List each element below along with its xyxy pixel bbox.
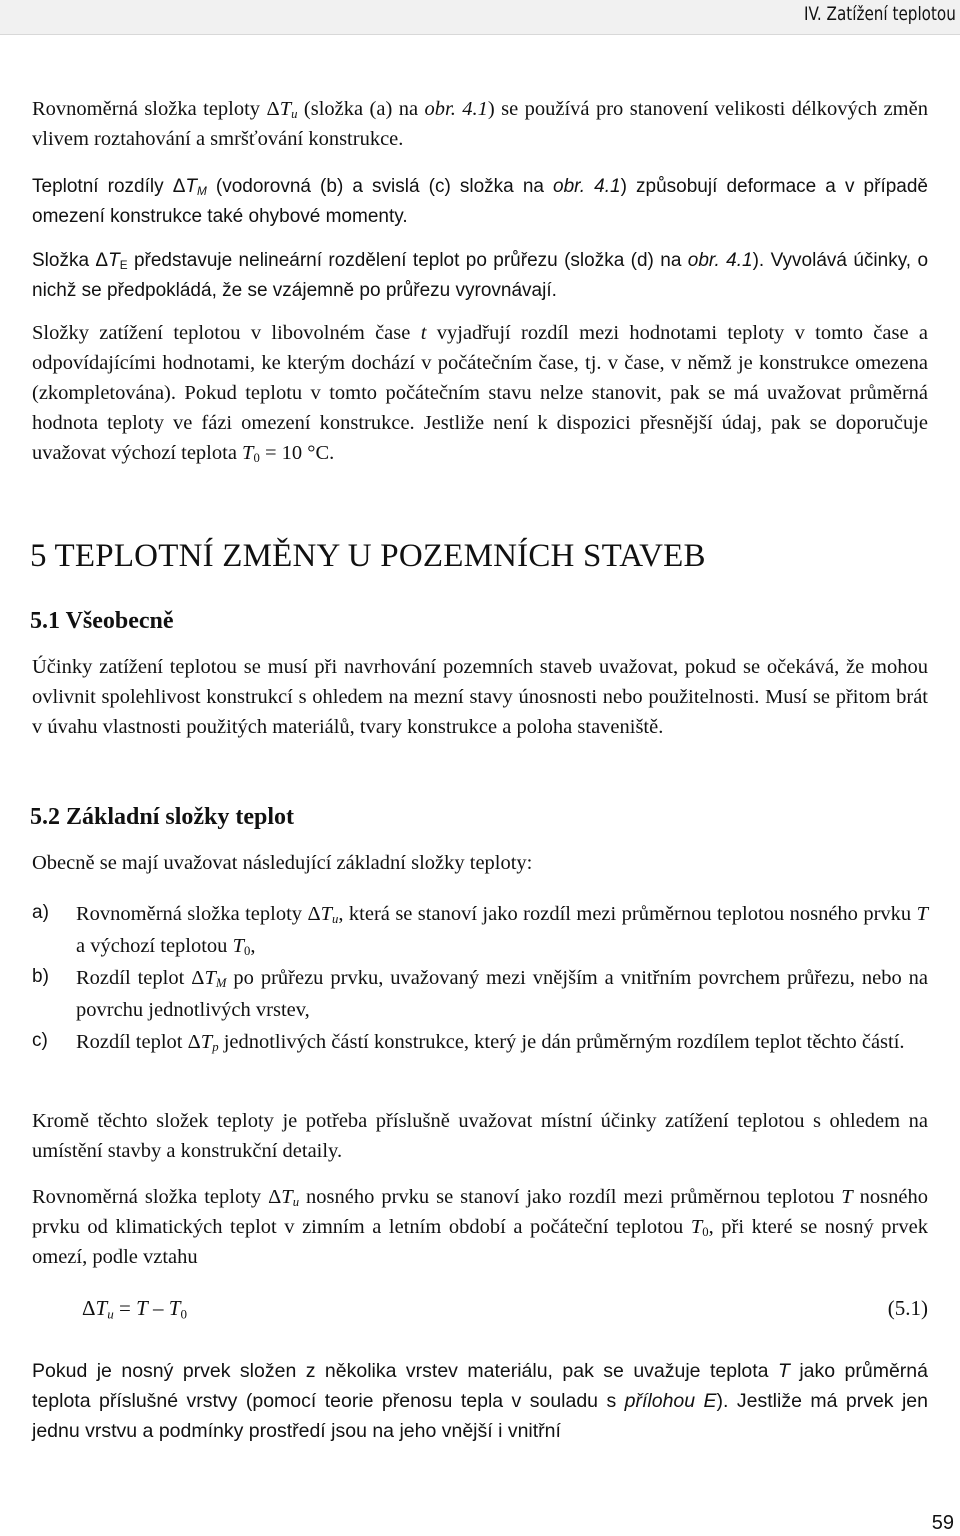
paragraph-uniform-component: Rovnoměrná složka teploty $\Delta T_u$ (složka (a) na obr. 4.1) se používá pro stanovení velikosti délkových změn vlivem roztahování a smršťování konstrukce.	[32, 98, 928, 150]
paragraph-nonlinear-component: Složka $\Delta T_E$ představuje nelineární rozdělení teplot po průřezu (složka (d) na obr. 4.1). Vyvolává účinky, o nichž se předpokládá, že se vzájemně po průřezu vyrovnávají.	[32, 250, 929, 301]
list-marker: a)	[32, 902, 49, 923]
list-marker: b)	[32, 966, 49, 987]
paragraph-uniform-determination: Rovnoměrná složka teploty $\Delta T_u$ nosného prvku se stanoví jako rozdíl mezi průměrnou teplotou T nosného prvku od klimatických teplot v zimním a letním období a počáteční teplotou $T_0$, při které se nosný prvek omezí, podle vztahu	[32, 1186, 928, 1268]
list-item-text: Rozdíl teplot $\Delta T_M$ po průřezu prvku, uvažovaný mezi vnějším a vnitřním povrchem průřezu, nebo na povrchu jednotlivých vrstev,	[76, 967, 928, 1021]
paragraph-local-effects: Kromě těchto složek teploty je potřeba příslušně uvažovat místní účinky zatížení teplotou s ohledem na umístění stavby a konstrukční detaily.	[32, 1110, 928, 1162]
paragraph-list-intro: Obecně se mají uvažovat následující základní složky teploty:	[32, 852, 533, 874]
section-heading-basic-components: 5.2 Základní složky teplot	[30, 804, 295, 830]
chapter-heading: 5 TEPLOTNÍ ZMĚNY U POZEMNÍCH STAVEB	[30, 538, 706, 574]
paragraph-load-components-time: Složky zatížení teplotou v libovolném čase t vyjadřují rozdíl mezi hodnotami teploty v tomto čase a odpovídajícími hodnotami, ke kterým dochází v počátečním čase, tj. v čase, v němž je konstrukce omezena (zkompletována). Pokud teplotu v tomto počátečním stavu nelze stanovit, pak se má uvažovat průměrná hodnota teploty ve fázi omezení konstrukce. Jestliže není k dispozici přesnější údaj, pak se doporučuje uvažovat výchozí teplota $T_0 = 10$ °C.	[32, 322, 928, 466]
list-item-text: Rozdíl teplot $\Delta T_p$ jednotlivých částí konstrukce, který je dán průměrným rozdílem teplot těchto částí.	[76, 1031, 905, 1055]
section-heading-general: 5.1 Všeobecně	[30, 608, 174, 634]
page-number: 59	[931, 1512, 954, 1534]
equation-number: (5.1)	[887, 1296, 928, 1320]
running-header-title: IV. Zatížení teplotou	[804, 3, 956, 25]
list-marker: c)	[32, 1030, 48, 1051]
paragraph-temperature-differences: Teplotní rozdíly $\Delta T_M$ (vodorovná (b) a svislá (c) složka na obr. 4.1) způsobují deformace a v případě omezení konstrukce také ohybové momenty.	[32, 176, 928, 227]
paragraph-general: Účinky zatížení teplotou se musí při navrhování pozemních staveb uvažovat, pokud se očekává, že mohou ovlivnit spolehlivost konstrukcí s ohledem na mezní stavy únosnosti nebo použitelnosti. Musí se přitom brát v úvahu vlastnosti použitých materiálů, tvary konstrukce a poloha staveniště.	[32, 656, 928, 738]
running-header-band	[0, 0, 960, 35]
equation-5-1: $\Delta T_u = T - T_0$	[82, 1296, 187, 1322]
list-item-text: Rovnoměrná složka teploty $\Delta T_u$, která se stanoví jako rozdíl mezi průměrnou teplotou nosného prvku T a výchozí teplotou $T_0$,	[76, 903, 928, 959]
paragraph-layered-element: Pokud je nosný prvek složen z několika vrstev materiálu, pak se uvažuje teplota T jako průměrná teplota příslušné vrstvy (pomocí teorie přenosu tepla v souladu s přílohou E). Jestliže má prvek jen jednu vrstvu a podmínky prostředí jsou na jeho vnější i vnitřní	[32, 1360, 928, 1442]
